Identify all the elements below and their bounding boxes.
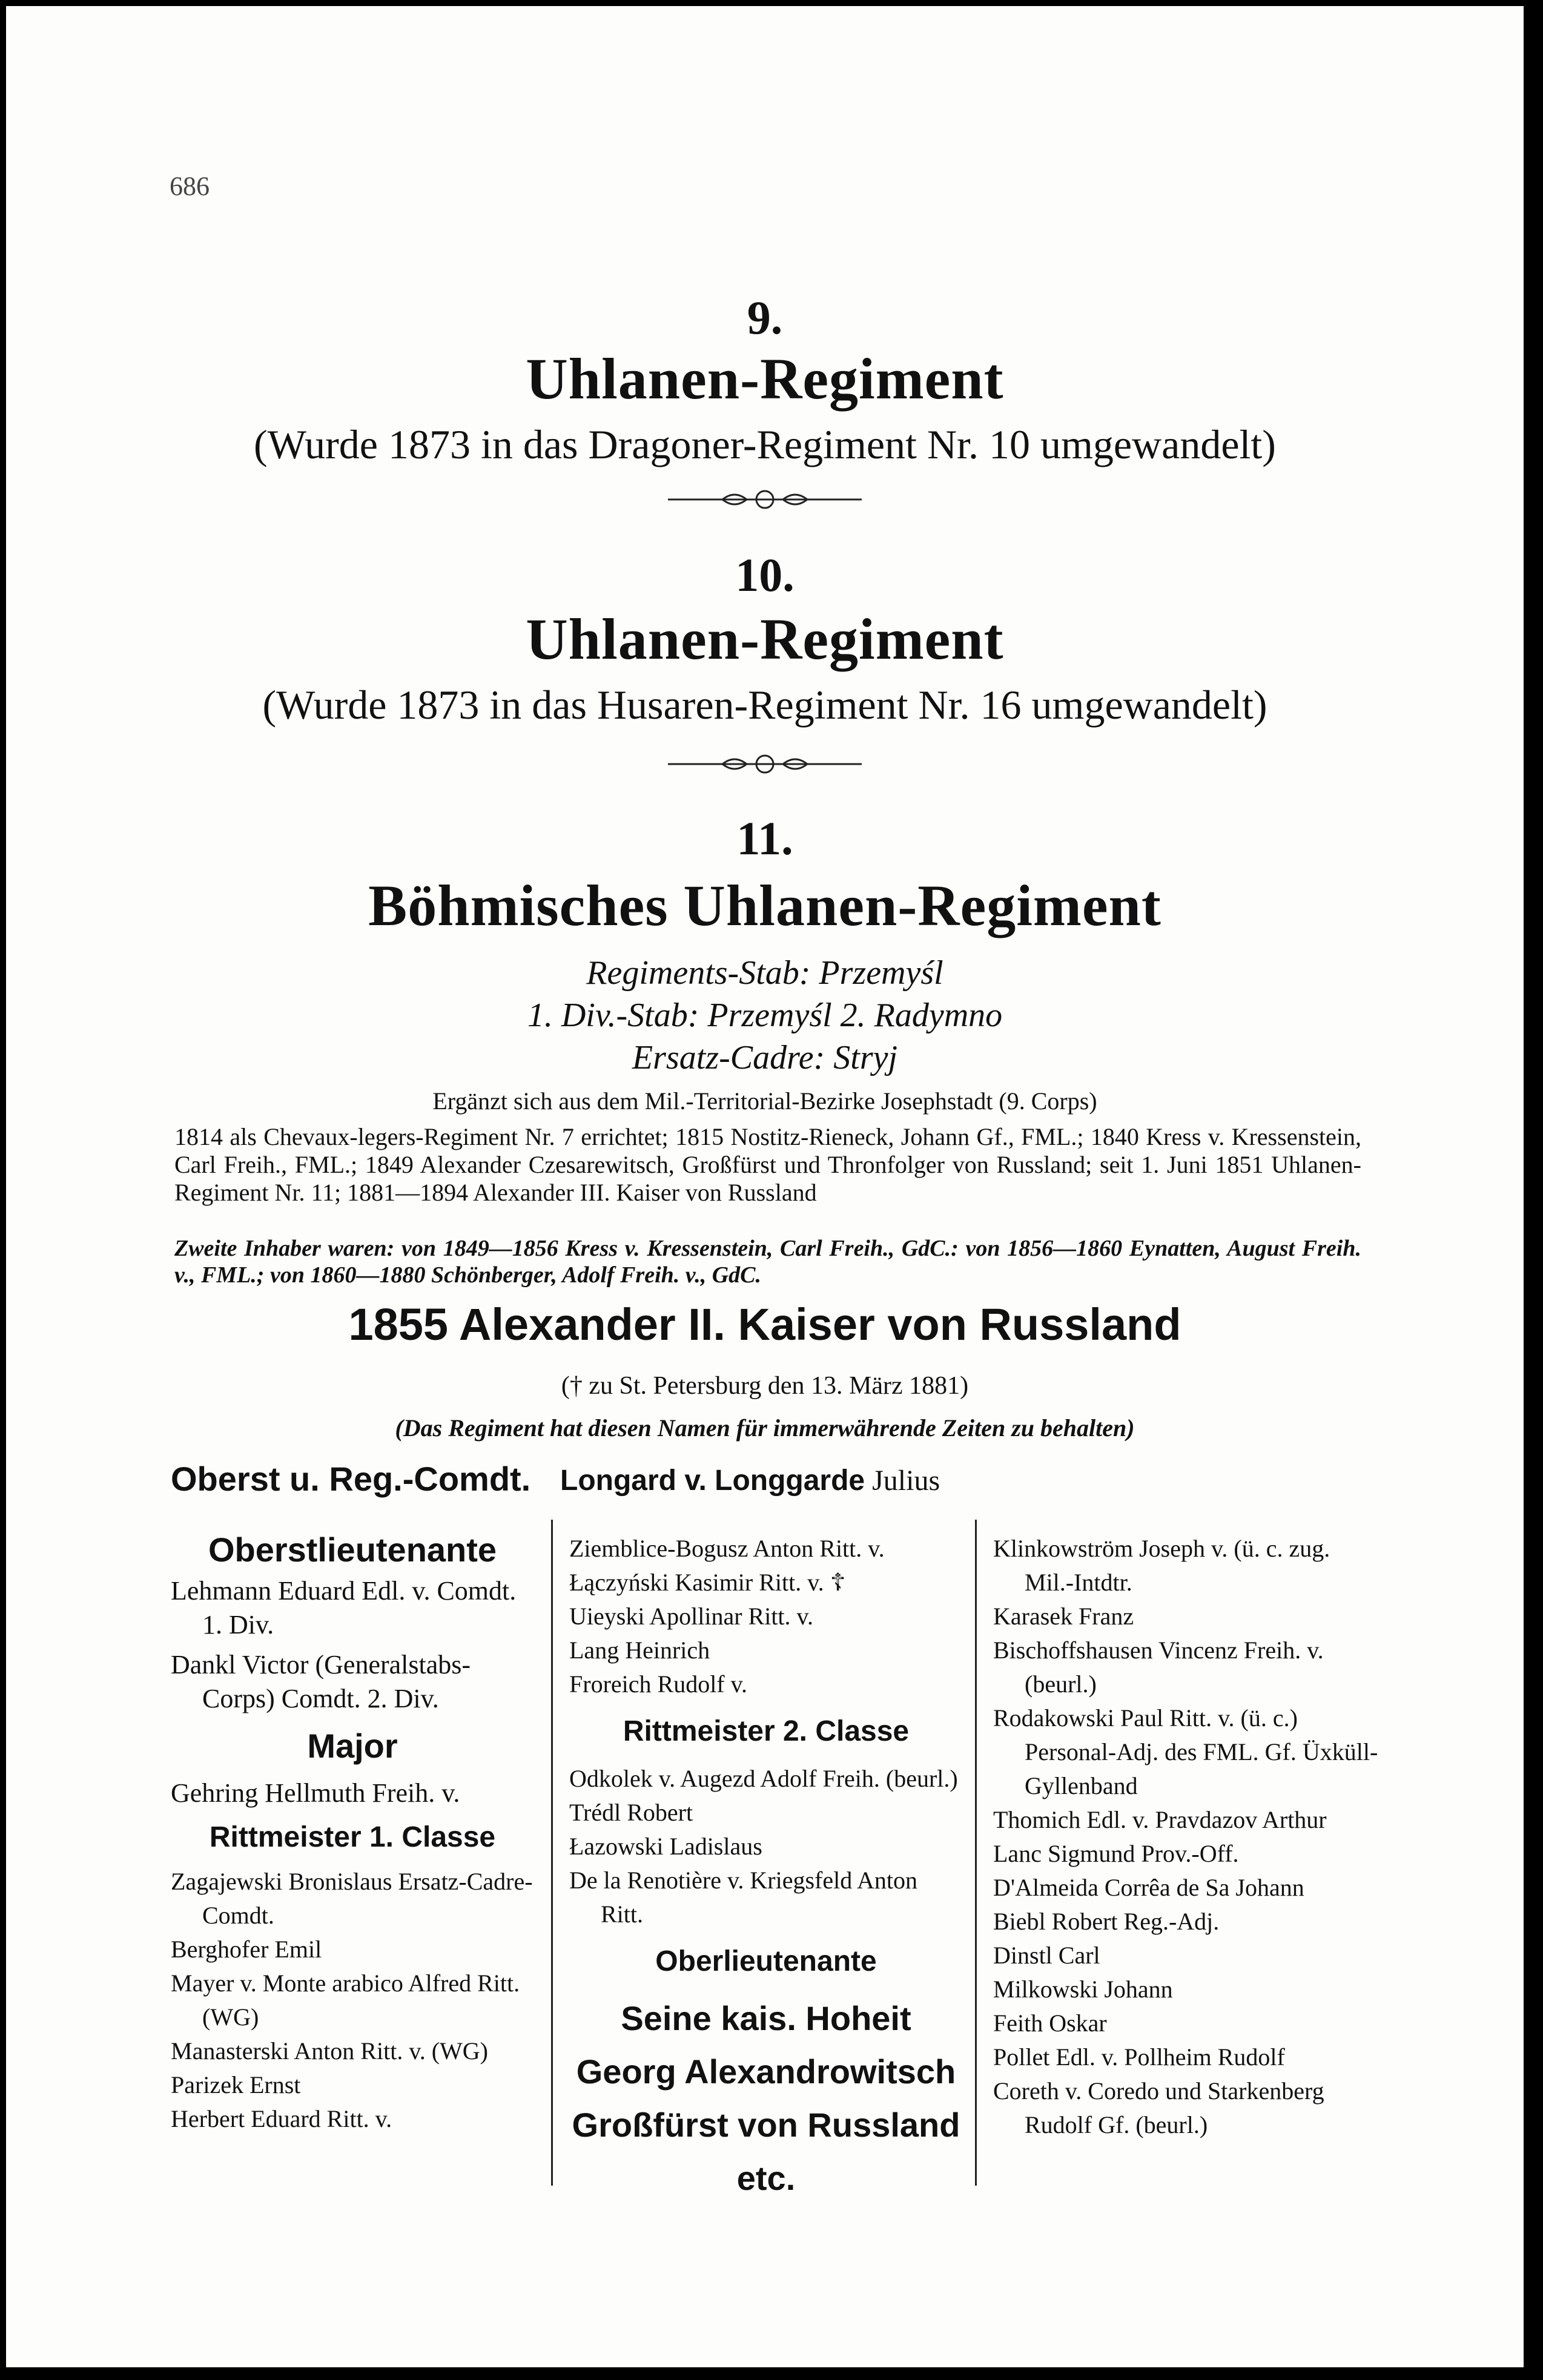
list-item: Rodakowski Paul Ritt. v. (ü. c.) Personal-Adj. des FML. Gf. Üxküll-Gyllenband — [993, 1704, 1378, 1799]
page-number: 686 — [170, 171, 210, 201]
history-paragraph: 1814 als Chevaux-legers-Regiment Nr. 7 errichtet; 1815 Nostitz-Rieneck, Johann Gf., FML.; 1840 Kress v. Kressenstein, Carl Freih., FML.; 1849 Alexander Czesarewitsch, Großfürst und Thronfolger von Russland; seit 1. Juni 1851 Uhlanen-Regiment Nr. 11; 1881—1894 Alexander III. Kaiser von Russland — [174, 1123, 1361, 1206]
column-divider — [975, 1520, 977, 2186]
oberst-given: Julius — [872, 1465, 940, 1497]
list-item: Łączyński Kasimir Ritt. v. ☦ — [569, 1569, 846, 1596]
list-item: Berghofer Emil — [171, 1936, 322, 1963]
list-item: Ziemblice-Bogusz Anton Ritt. v. — [569, 1535, 885, 1562]
list-item: Parizek Ernst — [171, 2071, 301, 2098]
ornament-divider — [6, 752, 1524, 779]
heading-rittmeister-2: Rittmeister 2. Classe — [623, 1715, 910, 1747]
division-stab: 1. Div.-Stab: Przemyśl 2. Radymno — [527, 997, 1003, 1034]
section-10-title: Uhlanen-Regiment — [526, 607, 1004, 671]
list-item: Lanc Sigmund Prov.-Off. — [993, 1840, 1239, 1867]
list-item: Łazowski Ladislaus — [569, 1833, 762, 1860]
ornament-divider — [6, 487, 1524, 515]
ersatz-cadre: Ersatz-Cadre: Stryj — [632, 1039, 898, 1076]
section-11-number: 11. — [736, 812, 793, 865]
regiments-stab: Regiments-Stab: Przemyśl — [586, 954, 943, 992]
section-10-note: (Wurde 1873 in das Husaren-Regiment Nr. 16 umgewandelt) — [262, 682, 1267, 728]
list-item: Dinstl Carl — [993, 1942, 1100, 1969]
second-owners-paragraph: Zweite Inhaber waren: von 1849—1856 Kress v. Kressenstein, Carl Freih., GdC.: von 1856—1860 Eynatten, August Freih. v., FML.; von 1860—1880 Schönberger, Adolf Freih. v., GdC. — [174, 1236, 1361, 1288]
list-item: Karasek Franz — [993, 1603, 1134, 1630]
list-item: Mayer v. Monte arabico Alfred Ritt. (WG) — [171, 1970, 520, 2031]
list-item: Pollet Edl. v. Pollheim Rudolf — [993, 2043, 1285, 2071]
section-9-title: Uhlanen-Regiment — [526, 346, 1004, 411]
erganzt-line: Ergänzt sich aus dem Mil.-Territorial-Bezirke Josephstadt (9. Corps) — [432, 1087, 1097, 1115]
list-item: Odkolek v. Augezd Adolf Freih. (beurl.) — [569, 1765, 958, 1792]
section-10-number: 10. — [735, 549, 795, 601]
heading-rittmeister-1: Rittmeister 1. Classe — [209, 1821, 496, 1853]
column-3 — [993, 1532, 1381, 2142]
column-1 — [171, 1526, 534, 2136]
column-2 — [569, 1532, 963, 2205]
list-item: De la Renotière v. Kriegsfeld Anton Ritt. — [569, 1867, 918, 1928]
section-11-title: Böhmisches Uhlanen-Regiment — [368, 873, 1161, 938]
list-item: Bischoffshausen Vincenz Freih. v. (beurl.) — [993, 1637, 1324, 1698]
list-item: Herbert Eduard Ritt. v. — [171, 2105, 392, 2132]
section-9-note: (Wurde 1873 in das Dragoner-Regiment Nr. 10 umgewandelt) — [254, 421, 1276, 467]
column-divider — [551, 1520, 553, 2186]
list-item: Feith Oskar — [993, 2009, 1107, 2037]
heading-major: Major — [307, 1727, 398, 1765]
list-item: Dankl Victor (Generalstabs-Corps) Comdt. 2. Div. — [171, 1650, 471, 1713]
grand-duke-entry: Seine kais. Hoheit Georg Alexandrowitsch Großfürst von Russland etc. — [572, 1999, 960, 2197]
list-item: Thomich Edl. v. Pravdazov Arthur — [993, 1806, 1327, 1833]
list-item: Uieyski Apollinar Ritt. v. — [569, 1603, 813, 1630]
owner-death-note: († zu St. Petersburg den 13. März 1881) — [561, 1372, 969, 1400]
oberst-entry — [560, 1464, 940, 1497]
list-item: Manasterski Anton Ritt. v. (WG) — [171, 2037, 489, 2065]
list-item: D'Almeida Corrêa de Sa Johann — [993, 1874, 1304, 1901]
list-item: Lang Heinrich — [569, 1637, 710, 1664]
list-item: Milkowski Johann — [993, 1976, 1173, 2003]
list-item: Biebl Robert Reg.-Adj. — [993, 1908, 1220, 1935]
page — [6, 6, 1524, 2367]
list-item: Klinkowström Joseph v. (ü. c. zug. Mil.-Intdtr. — [993, 1535, 1330, 1596]
list-item: Coreth v. Coredo und Starkenberg Rudolf Gf. (beurl.) — [993, 2077, 1324, 2138]
section-9-number: 9. — [747, 291, 783, 344]
list-item: Trédl Robert — [569, 1799, 693, 1826]
heading-oberlieutenante: Oberlieutenante — [655, 1945, 877, 1977]
heading-oberstlieutenante: Oberstlieutenante — [208, 1531, 497, 1569]
oberst-label: Oberst u. Reg.-Comdt. — [171, 1460, 531, 1498]
oberst-name: Longard v. Longgarde — [560, 1465, 865, 1497]
list-item: Lehmann Eduard Edl. v. Comdt. 1. Div. — [171, 1576, 517, 1640]
list-item: Zagajewski Bronislaus Ersatz-Cadre-Comdt. — [171, 1868, 533, 1929]
regiment-owner: 1855 Alexander II. Kaiser von Russland — [348, 1299, 1181, 1350]
list-item: Gehring Hellmuth Freih. v. — [171, 1778, 460, 1808]
list-item: Froreich Rudolf v. — [569, 1670, 748, 1698]
name-note: (Das Regiment hat diesen Namen für immerwährende Zeiten zu behalten) — [395, 1414, 1135, 1442]
